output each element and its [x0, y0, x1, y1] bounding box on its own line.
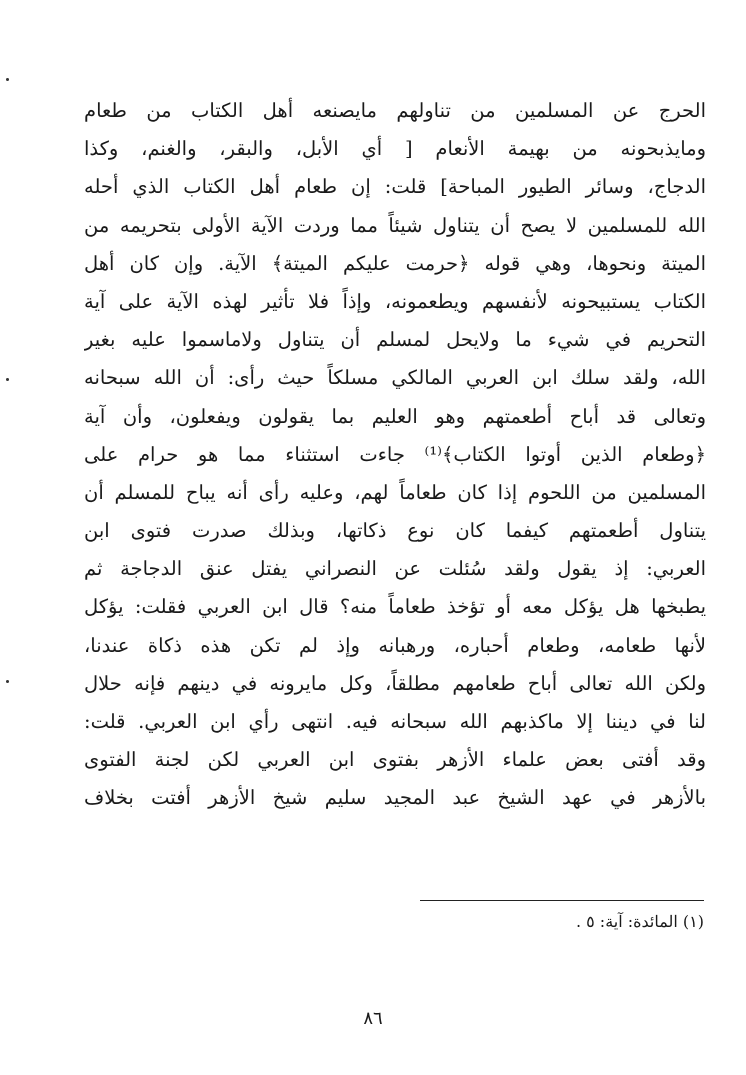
text-line: يطبخها هل يؤكل معه أو تؤخذ طعاماً منه؟ قال ابن العربي فقلت: يؤكل — [84, 595, 706, 619]
text-line: التحريم في شيء ما ولايحل لمسلم أن يتناول ولاماسموا عليه بغير — [84, 328, 706, 352]
margin-mark — [6, 680, 9, 683]
page-number: ٨٦ — [363, 1008, 383, 1029]
body-text — [84, 92, 706, 818]
text-line: الميتة ونحوها، وهي قوله ﴿حرمت عليكم الميتة﴾ الآية. وإن كان أهل — [84, 251, 706, 275]
footnote: (١) المائدة: آية: ٥ . — [575, 912, 704, 931]
text-line: العربي: إذ يقول ولقد سُئلت عن النصراني يفتل عنق الدجاجة ثم — [84, 557, 706, 581]
text-line: الكتاب يستبيحونه لأنفسهم ويطعمونه، وإذاً فلا تأثير لهذه الآية على آية — [84, 289, 706, 313]
text-line: الله، ولقد سلك ابن العربي المالكي مسلكاً حيث رأى: أن الله سبحانه — [84, 366, 706, 390]
text-line: يتناول أطعمتهم كيفما كان نوع ذكاتها، وبذلك صدرت فتوى ابن — [84, 519, 706, 543]
text-line: لأنها طعامه، وطعام أحباره، ورهبانه وإذ لم تكن هذه ذكاة عندنا، — [84, 633, 706, 657]
footnote-divider — [420, 900, 704, 901]
text-line: وتعالى قد أباح أطعمتهم وهو العليم بما يقولون ويفعلون، وأن آية — [84, 404, 706, 428]
text-line: وقد أفتى بعض علماء الأزهر بفتوى ابن العربي لكن لجنة الفتوى — [84, 748, 706, 772]
text-line: المسلمين من اللحوم إذا كان طعاماً لهم، وعليه رأى أنه يباح للمسلم أن — [84, 480, 706, 504]
text-line: الله للمسلمين لا يصح أن يتناول شيئاً مما وردت الآية الأولى بتحريمه من — [84, 213, 706, 237]
text-line: الدجاج، وسائر الطيور المباحة] قلت: إن طعام أهل الكتاب الذي أحله — [84, 175, 706, 199]
text-line: ولكن الله تعالى أباح طعامهم مطلقاً، وكل مايرونه في دينهم فإنه حلال — [84, 671, 706, 695]
margin-mark — [6, 78, 9, 81]
text-line: بالأزهر في عهد الشيخ عبد المجيد سليم شيخ الأزهر أفتت بخلاف — [84, 786, 706, 810]
text-line: ﴿وطعام الذين أوتوا الكتاب﴾⁽¹⁾ جاءت استثناء مما هو حرام على — [84, 442, 706, 466]
margin-mark — [6, 378, 9, 381]
text-line: ومايذبحونه من بهيمة الأنعام [ أي الأبل، والبقر، والغنم، وكذا — [84, 137, 706, 161]
text-line: لنا في ديننا إلا ماكذبهم الله سبحانه فيه. انتهى رأي ابن العربي. قلت: — [84, 710, 706, 733]
text-line: الحرج عن المسلمين من تناولهم مايصنعه أهل الكتاب من طعام — [84, 99, 706, 122]
